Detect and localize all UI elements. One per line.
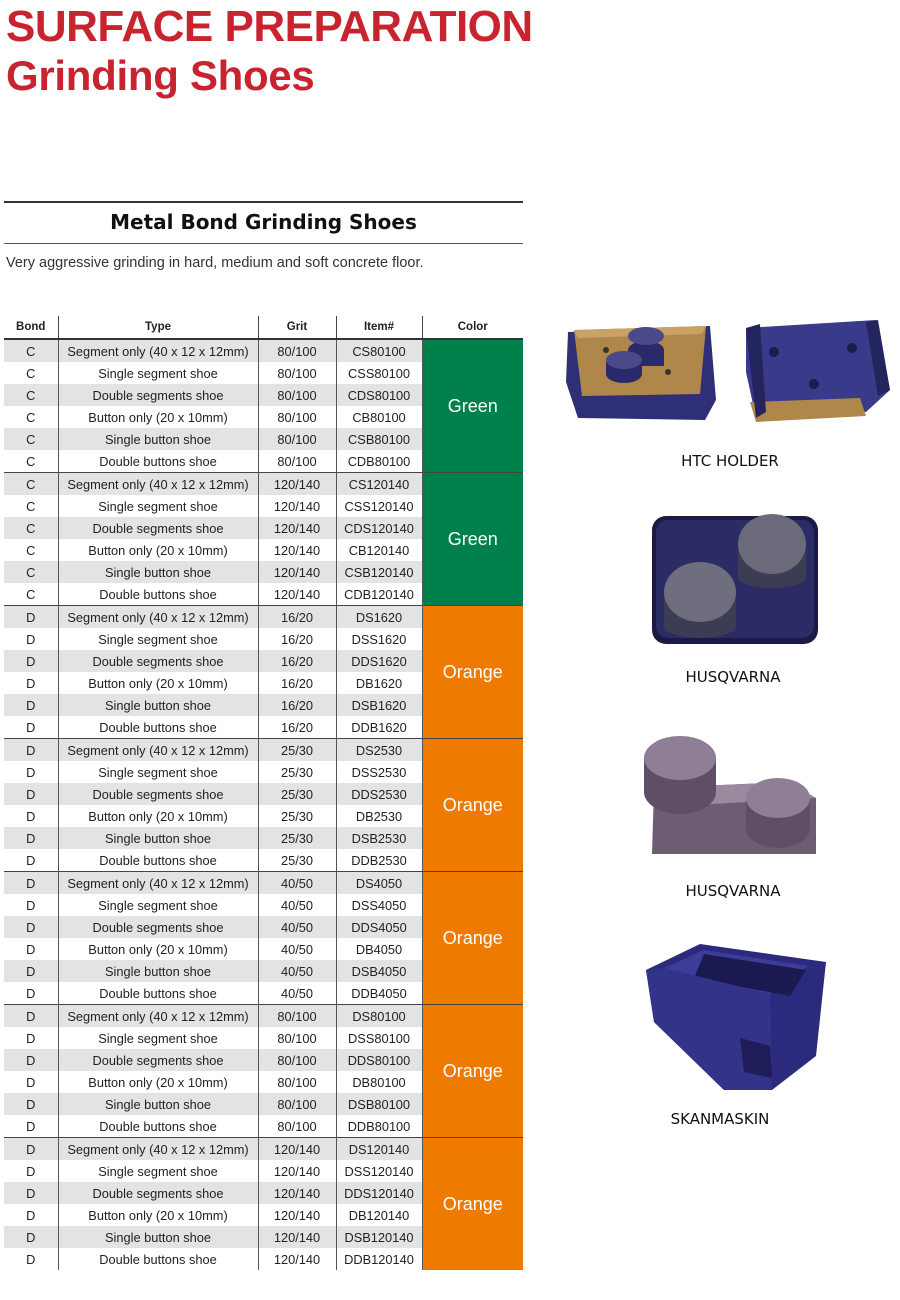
cell-type: Button only (20 x 10mm) xyxy=(58,406,258,428)
cell-item: DDB1620 xyxy=(336,716,422,739)
cell-item: DDB4050 xyxy=(336,982,422,1005)
color-swatch: Green xyxy=(422,339,523,473)
cell-grit: 120/140 xyxy=(258,473,336,496)
cell-item: CSS80100 xyxy=(336,362,422,384)
product-caption: HTC HOLDER xyxy=(681,452,779,470)
cell-bond: D xyxy=(4,606,58,629)
cell-item: DSB2530 xyxy=(336,827,422,849)
cell-bond: C xyxy=(26,365,36,381)
table-row xyxy=(4,339,523,362)
cell-grit: 16/20 xyxy=(258,694,336,716)
cell-bond: D xyxy=(26,1251,36,1267)
table-row xyxy=(4,872,523,895)
cell-grit: 120/140 xyxy=(258,1182,336,1204)
cell-grit: 80/100 xyxy=(258,1071,336,1093)
cell-item: DDB80100 xyxy=(336,1115,422,1138)
cell-grit: 80/100 xyxy=(258,1115,336,1138)
cell-bond: D xyxy=(26,1030,36,1046)
color-swatch: Orange xyxy=(422,872,523,1005)
section-description: Very aggressive grinding in hard, medium and soft concrete floor. xyxy=(6,255,424,271)
cell-item: DB1620 xyxy=(336,672,422,694)
product-table xyxy=(4,316,523,1270)
cell-type: Double segments shoe xyxy=(58,384,258,406)
cell-grit: 120/140 xyxy=(258,495,336,517)
cell-bond: D xyxy=(4,1226,58,1248)
cell-type: Segment only (40 x 12 x 12mm) xyxy=(58,1005,258,1028)
cell-bond: D xyxy=(26,1163,36,1179)
cell-bond: D xyxy=(26,941,36,957)
cell-item: CB120140 xyxy=(336,539,422,561)
cell-item: DSS4050 xyxy=(336,894,422,916)
cell-bond: D xyxy=(26,675,36,691)
table-row xyxy=(4,1138,523,1161)
table-row xyxy=(4,1005,523,1028)
cell-type: Double buttons shoe xyxy=(58,583,258,606)
cell-bond: C xyxy=(4,473,58,496)
cell-bond: D xyxy=(4,1005,58,1028)
cell-type: Segment only (40 x 12 x 12mm) xyxy=(58,606,258,629)
cell-grit: 80/100 xyxy=(258,339,336,362)
cell-grit: 80/100 xyxy=(258,1027,336,1049)
color-swatch: Orange xyxy=(422,739,523,872)
cell-item: DSB80100 xyxy=(336,1093,422,1115)
cell-grit: 25/30 xyxy=(258,805,336,827)
cell-bond: D xyxy=(4,1182,58,1204)
cell-bond: C xyxy=(4,517,58,539)
cell-bond: D xyxy=(4,1049,58,1071)
cell-item: DB2530 xyxy=(336,805,422,827)
cell-grit: 25/30 xyxy=(258,849,336,872)
cell-bond: D xyxy=(4,694,58,716)
cell-grit: 80/100 xyxy=(258,384,336,406)
cell-type: Double buttons shoe xyxy=(58,1248,258,1270)
cell-grit: 40/50 xyxy=(258,938,336,960)
cell-item: DB4050 xyxy=(336,938,422,960)
cell-type: Single button shoe xyxy=(58,561,258,583)
cell-bond: D xyxy=(26,764,36,780)
cell-item: DS1620 xyxy=(336,606,422,629)
cell-type: Single segment shoe xyxy=(58,894,258,916)
cell-type: Button only (20 x 10mm) xyxy=(58,938,258,960)
cell-type: Double buttons shoe xyxy=(58,450,258,473)
cell-grit: 40/50 xyxy=(258,894,336,916)
cell-type: Segment only (40 x 12 x 12mm) xyxy=(58,1138,258,1161)
cell-grit: 120/140 xyxy=(258,517,336,539)
cell-bond: D xyxy=(4,960,58,982)
skanmaskin-segment-shoe-icon xyxy=(640,938,830,1103)
cell-grit: 80/100 xyxy=(258,1049,336,1071)
cell-bond: C xyxy=(4,384,58,406)
cell-type: Double segments shoe xyxy=(58,650,258,672)
product-caption: HUSQVARNA xyxy=(685,668,781,686)
cell-grit: 80/100 xyxy=(258,362,336,384)
cell-grit: 40/50 xyxy=(258,960,336,982)
cell-bond: C xyxy=(26,453,36,469)
color-swatch: Orange xyxy=(422,1005,523,1138)
cell-grit: 25/30 xyxy=(258,761,336,783)
cell-bond: C xyxy=(4,428,58,450)
cell-grit: 120/140 xyxy=(258,1204,336,1226)
header-item: Item# xyxy=(336,316,422,339)
cell-grit: 25/30 xyxy=(258,783,336,805)
cell-bond: D xyxy=(26,852,36,868)
cell-grit: 25/30 xyxy=(258,739,336,762)
cell-grit: 16/20 xyxy=(258,606,336,629)
cell-bond: D xyxy=(26,1074,36,1090)
cell-bond: C xyxy=(26,586,36,602)
cell-grit: 120/140 xyxy=(258,539,336,561)
cell-grit: 80/100 xyxy=(258,450,336,473)
cell-item: CSB80100 xyxy=(336,428,422,450)
cell-bond: D xyxy=(26,719,36,735)
cell-grit: 80/100 xyxy=(258,1005,336,1028)
cell-bond: D xyxy=(4,1138,58,1161)
cell-grit: 16/20 xyxy=(258,672,336,694)
cell-item: DSB1620 xyxy=(336,694,422,716)
product-caption: SKANMASKIN xyxy=(670,1110,770,1128)
cell-bond: C xyxy=(26,409,36,425)
husqvarna-oval-shoe-icon xyxy=(638,728,822,869)
cell-type: Button only (20 x 10mm) xyxy=(58,539,258,561)
cell-type: Button only (20 x 10mm) xyxy=(58,1071,258,1093)
cell-bond: D xyxy=(4,872,58,895)
cell-item: DDS120140 xyxy=(336,1182,422,1204)
cell-grit: 80/100 xyxy=(258,428,336,450)
cell-item: DDS4050 xyxy=(336,916,422,938)
cell-item: DS2530 xyxy=(336,739,422,762)
cell-bond: D xyxy=(4,916,58,938)
table-row xyxy=(4,606,523,629)
cell-item: DSS80100 xyxy=(336,1027,422,1049)
product-caption: HUSQVARNA xyxy=(685,882,781,900)
cell-type: Double buttons shoe xyxy=(58,849,258,872)
cell-item: CSS120140 xyxy=(336,495,422,517)
cell-item: CB80100 xyxy=(336,406,422,428)
cell-grit: 40/50 xyxy=(258,916,336,938)
cell-item: DDS1620 xyxy=(336,650,422,672)
cell-item: CDB80100 xyxy=(336,450,422,473)
husqvarna-button-shoe-icon xyxy=(648,508,824,653)
cell-bond: D xyxy=(26,1118,36,1134)
header-bond: Bond xyxy=(4,316,58,339)
header-type: Type xyxy=(58,316,258,339)
color-swatch: Orange xyxy=(422,606,523,739)
cell-type: Double buttons shoe xyxy=(58,982,258,1005)
header-grit: Grit xyxy=(258,316,336,339)
cell-type: Double segments shoe xyxy=(58,916,258,938)
cell-grit: 120/140 xyxy=(258,1138,336,1161)
cell-type: Single segment shoe xyxy=(58,362,258,384)
htc-holder-shoe-icon xyxy=(560,312,890,449)
cell-item: DSS2530 xyxy=(336,761,422,783)
cell-item: CSB120140 xyxy=(336,561,422,583)
cell-item: DDB120140 xyxy=(336,1248,422,1270)
cell-grit: 16/20 xyxy=(258,716,336,739)
color-swatch: Orange xyxy=(422,1138,523,1271)
color-swatch: Green xyxy=(422,473,523,606)
page-subtitle: Grinding Shoes xyxy=(6,52,315,99)
cell-type: Double segments shoe xyxy=(58,517,258,539)
cell-bond: C xyxy=(4,339,58,362)
section-title: Metal Bond Grinding Shoes xyxy=(110,210,417,234)
cell-item: CS120140 xyxy=(336,473,422,496)
cell-item: DS4050 xyxy=(336,872,422,895)
section-rule-bottom xyxy=(4,243,523,244)
cell-grit: 120/140 xyxy=(258,1160,336,1182)
cell-type: Segment only (40 x 12 x 12mm) xyxy=(58,473,258,496)
cell-type: Button only (20 x 10mm) xyxy=(58,672,258,694)
table-row xyxy=(4,739,523,762)
cell-type: Single segment shoe xyxy=(58,628,258,650)
cell-bond: D xyxy=(4,739,58,762)
cell-type: Single segment shoe xyxy=(58,1160,258,1182)
cell-item: DSS120140 xyxy=(336,1160,422,1182)
cell-type: Double segments shoe xyxy=(58,1049,258,1071)
cell-grit: 120/140 xyxy=(258,1248,336,1270)
cell-bond: D xyxy=(26,1207,36,1223)
cell-type: Double buttons shoe xyxy=(58,1115,258,1138)
cell-bond: D xyxy=(4,650,58,672)
section-rule-top xyxy=(4,201,523,203)
cell-item: DB120140 xyxy=(336,1204,422,1226)
cell-type: Single button shoe xyxy=(58,694,258,716)
cell-type: Single segment shoe xyxy=(58,495,258,517)
cell-type: Double segments shoe xyxy=(58,783,258,805)
cell-bond: D xyxy=(4,827,58,849)
cell-type: Double buttons shoe xyxy=(58,716,258,739)
cell-item: DSB120140 xyxy=(336,1226,422,1248)
cell-bond: C xyxy=(26,498,36,514)
cell-type: Single segment shoe xyxy=(58,761,258,783)
cell-bond: D xyxy=(26,985,36,1001)
cell-bond: D xyxy=(4,783,58,805)
cell-type: Single button shoe xyxy=(58,1226,258,1248)
cell-grit: 80/100 xyxy=(258,1093,336,1115)
cell-grit: 120/140 xyxy=(258,583,336,606)
cell-item: CDS120140 xyxy=(336,517,422,539)
cell-item: CDS80100 xyxy=(336,384,422,406)
cell-grit: 16/20 xyxy=(258,650,336,672)
cell-type: Button only (20 x 10mm) xyxy=(58,1204,258,1226)
cell-item: DDB2530 xyxy=(336,849,422,872)
cell-bond: D xyxy=(4,1093,58,1115)
cell-type: Double segments shoe xyxy=(58,1182,258,1204)
cell-type: Single button shoe xyxy=(58,1093,258,1115)
table-header-row xyxy=(4,316,523,339)
cell-type: Single button shoe xyxy=(58,428,258,450)
cell-type: Single segment shoe xyxy=(58,1027,258,1049)
cell-item: DS80100 xyxy=(336,1005,422,1028)
cell-grit: 16/20 xyxy=(258,628,336,650)
cell-grit: 120/140 xyxy=(258,561,336,583)
cell-bond: D xyxy=(26,808,36,824)
cell-bond: C xyxy=(26,542,36,558)
cell-item: DSB4050 xyxy=(336,960,422,982)
cell-item: DDS2530 xyxy=(336,783,422,805)
page-title: SURFACE PREPARATION xyxy=(6,2,533,51)
cell-item: DB80100 xyxy=(336,1071,422,1093)
cell-bond: C xyxy=(4,561,58,583)
cell-type: Segment only (40 x 12 x 12mm) xyxy=(58,872,258,895)
cell-grit: 80/100 xyxy=(258,406,336,428)
cell-item: CDB120140 xyxy=(336,583,422,606)
table-row xyxy=(4,473,523,496)
cell-grit: 120/140 xyxy=(258,1226,336,1248)
cell-item: CS80100 xyxy=(336,339,422,362)
cell-grit: 40/50 xyxy=(258,872,336,895)
cell-grit: 40/50 xyxy=(258,982,336,1005)
cell-type: Segment only (40 x 12 x 12mm) xyxy=(58,339,258,362)
cell-item: DSS1620 xyxy=(336,628,422,650)
cell-item: DDS80100 xyxy=(336,1049,422,1071)
header-color: Color xyxy=(422,316,523,339)
cell-bond: D xyxy=(26,631,36,647)
cell-type: Button only (20 x 10mm) xyxy=(58,805,258,827)
cell-type: Single button shoe xyxy=(58,960,258,982)
cell-type: Single button shoe xyxy=(58,827,258,849)
cell-type: Segment only (40 x 12 x 12mm) xyxy=(58,739,258,762)
cell-item: DS120140 xyxy=(336,1138,422,1161)
cell-bond: D xyxy=(26,897,36,913)
cell-grit: 25/30 xyxy=(258,827,336,849)
